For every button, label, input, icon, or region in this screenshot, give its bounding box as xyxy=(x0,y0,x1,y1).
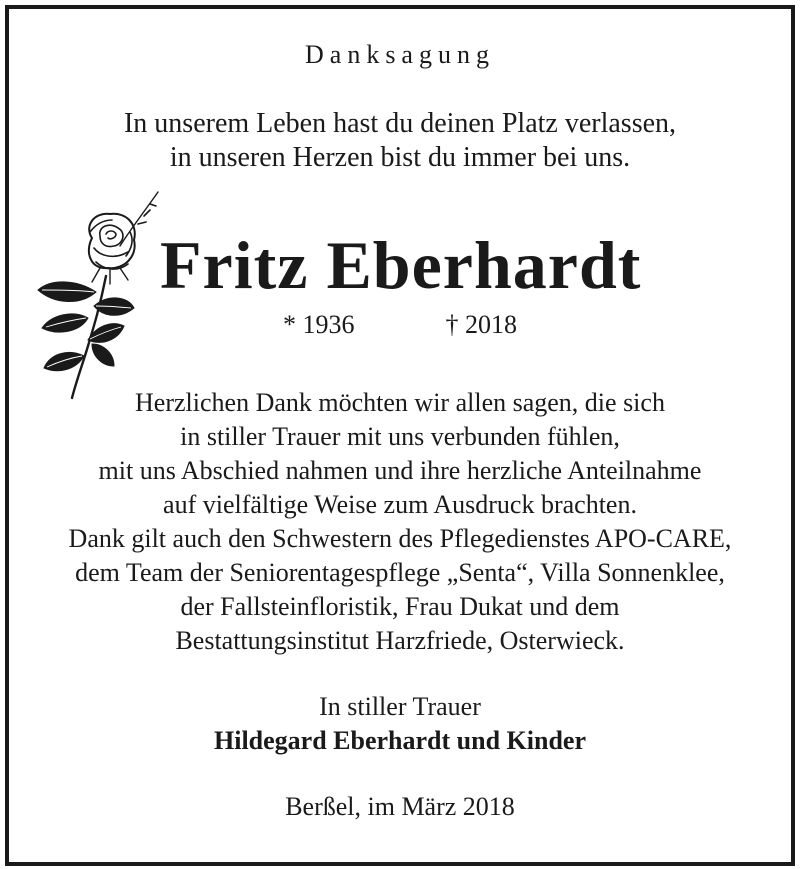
body-line-4: auf vielfältige Weise zum Ausdruck brachten. xyxy=(163,490,637,519)
rose-icon xyxy=(34,186,170,402)
signer-line: Hildegard Eberhardt und Kinder xyxy=(214,726,586,755)
body-line-3: mit uns Abschied nahmen und ihre herzliche Anteilnahme xyxy=(98,456,702,485)
birth-year: * 1936 xyxy=(283,310,355,339)
body-line-8: Bestattungsinstitut Harzfriede, Osterwieck. xyxy=(175,626,625,655)
death-year: † 2018 xyxy=(445,310,517,339)
motto-line-2: in unseren Herzen bist du immer bei uns. xyxy=(169,142,631,173)
body-line-1: Herzlichen Dank möchten wir allen sagen, die sich xyxy=(135,388,665,417)
body-line-6: dem Team der Seniorentagespflege „Senta“, Villa Sonnenklee, xyxy=(75,558,725,587)
motto-line-1: In unserem Leben hast du deinen Platz verlassen, xyxy=(123,108,677,139)
notice-heading: Danksagung xyxy=(305,40,495,69)
body-line-5: Dank gilt auch den Schwestern des Pflegedienstes APO-CARE, xyxy=(68,524,732,553)
body-line-2: in stiller Trauer mit uns verbunden fühlen, xyxy=(180,422,620,451)
place-date-line: Berßel, im März 2018 xyxy=(285,792,515,821)
life-dates xyxy=(0,310,800,340)
closing-line: In stiller Trauer xyxy=(319,692,481,721)
body-line-7: der Fallsteinfloristik, Frau Dukat und dem xyxy=(180,592,620,621)
deceased-name: Fritz Eberhardt xyxy=(160,227,642,303)
